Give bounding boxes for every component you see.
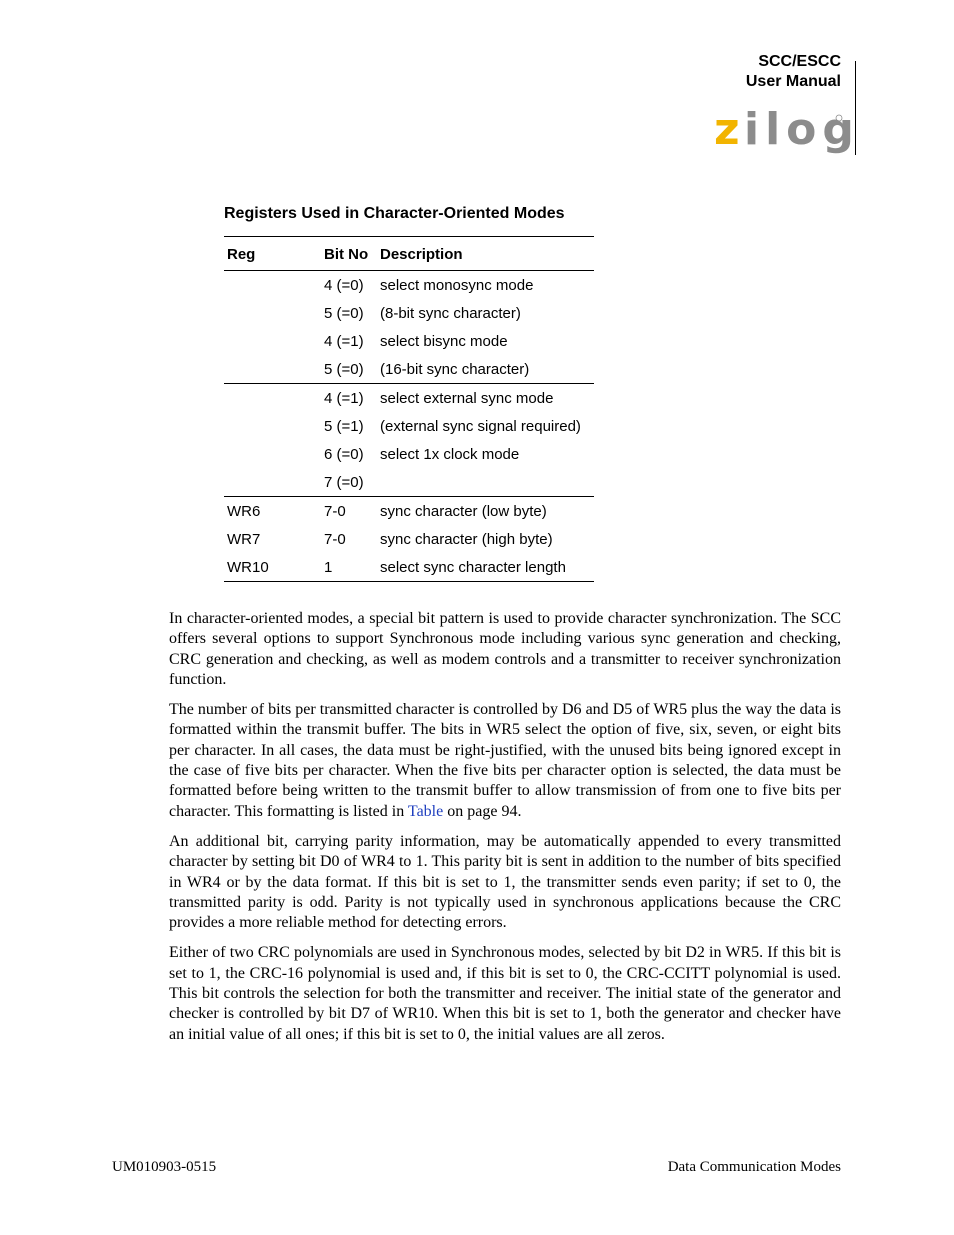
table-row (224, 525, 594, 553)
table-caption: Registers Used in Character-Oriented Modes (224, 205, 565, 222)
cell-description: (8-bit sync character) (380, 304, 521, 322)
paragraph: In character-oriented modes, a special bit pattern is used to provide character synchronization. The SCC offers several options to support Synchronous mode including various sync generation and checking, CRC generation and checking, as well as modem controls and a transmitter to receiver synchronization function. (169, 610, 841, 688)
column-header-description: Description (380, 246, 463, 263)
cell-bit-no: 4 (=0) (324, 276, 364, 294)
table-row (224, 271, 594, 300)
cell-description: select bisync mode (380, 332, 508, 350)
footer-section-title: Data Communication Modes (667, 1159, 841, 1175)
cell-bit-no: 5 (=0) (324, 360, 364, 378)
paragraph: An additional bit, carrying parity information, may be automatically appended to every transmitted character by setting bit D0 of WR4 to 1. This parity bit is sent in addition to the number of bits specified in WR4 or by the data format. If this bit is set to 1, the transmitter sends even parity; if set to 0, the transmitted parity is odd. Parity is not typically used in synchronous applications because the CRC provides a more reliable method for detecting errors. (169, 832, 841, 932)
cell-description: (external sync signal required) (380, 417, 581, 435)
table-body (224, 271, 594, 582)
column-header-bit-no: Bit No (324, 246, 369, 263)
cell-bit-no: 7-0 (324, 502, 346, 520)
cell-description: select monosync mode (380, 276, 534, 294)
cell-reg: WR6 (227, 502, 261, 520)
column-header-reg: Reg (227, 246, 256, 263)
cell-reg (224, 355, 324, 384)
table-row (224, 412, 594, 440)
cell-bit-no: 7-0 (324, 530, 346, 548)
footer-doc-number: UM010903-0515 (112, 1159, 217, 1175)
document-header (746, 52, 841, 92)
paragraph: Either of two CRC polynomials are used in Synchronous modes, selected by bit D2 in WR5. If this bit is set to 1, the CRC-16 polynomial is used and, if this bit is set to 0, the CRC-CCITT polynomial is used. This bit controls the selection for both the transmitter and receiver. The initial state of the generator and checker is controlled by bit D7 of WR10. When this bit is set to 1, both the generator and checker have an initial value of all ones; if this bit is set to 0, the initial values are all zeros. (169, 944, 841, 1043)
table-row (224, 497, 594, 526)
cell-description (380, 468, 594, 497)
cell-description: select sync character length (380, 558, 566, 576)
cell-reg: WR7 (227, 530, 261, 548)
cell-bit-no: 6 (=0) (324, 445, 364, 463)
logo-letter-z: z (714, 104, 740, 155)
logo-letters: ilog (744, 104, 860, 155)
zilog-logo (714, 104, 860, 156)
cell-bit-no: 7 (=0) (324, 473, 364, 491)
table-row (224, 440, 594, 468)
cell-reg (224, 440, 324, 468)
cell-bit-no: 4 (=1) (324, 389, 364, 407)
body-text (169, 609, 841, 1055)
cell-reg (224, 299, 324, 327)
cell-reg (224, 327, 324, 355)
table-row (224, 468, 594, 497)
table-row (224, 553, 594, 582)
cell-reg: WR10 (227, 558, 269, 576)
cell-description: sync character (high byte) (380, 530, 553, 548)
cell-bit-no: 1 (324, 558, 333, 576)
registers-table (224, 236, 594, 582)
table-header-row (224, 237, 594, 271)
cell-description: select external sync mode (380, 389, 554, 407)
cell-reg (224, 412, 324, 440)
paragraph-text: The number of bits per transmitted character is controlled by D6 and D5 of WR5 plus the way the data is formatted within the transmit buffer. The bits in WR5 select the option of five, six, seven, or eight bits per character. In all cases, the data must be right-justified, with the unused bits being ignored except in the case of five bits per character. When the five bits per character option is selected, the data must be formatted before being written to the transmit buffer to allow transmission of from one to five bits per character. This formatting is listed in (169, 701, 841, 820)
cell-reg (224, 271, 324, 300)
cell-description: (16-bit sync character) (380, 360, 530, 378)
cell-reg (224, 384, 324, 413)
cell-bit-no: 5 (=0) (324, 304, 364, 322)
table-row (224, 384, 594, 413)
paragraph-text: on page 94. (443, 802, 522, 820)
table-row (224, 299, 594, 327)
table-link[interactable]: Table (407, 802, 444, 820)
cell-bit-no: 4 (=1) (324, 332, 364, 350)
cell-description: select 1x clock mode (380, 445, 520, 463)
header-doc-type: User Manual (745, 73, 841, 90)
cell-description: sync character (low byte) (380, 502, 547, 520)
table-row (224, 355, 594, 384)
header-product: SCC/ESCC (758, 53, 841, 70)
cell-bit-no: 5 (=1) (324, 417, 364, 435)
cell-reg (224, 468, 324, 497)
paragraph (169, 700, 841, 822)
table-row (224, 327, 594, 355)
